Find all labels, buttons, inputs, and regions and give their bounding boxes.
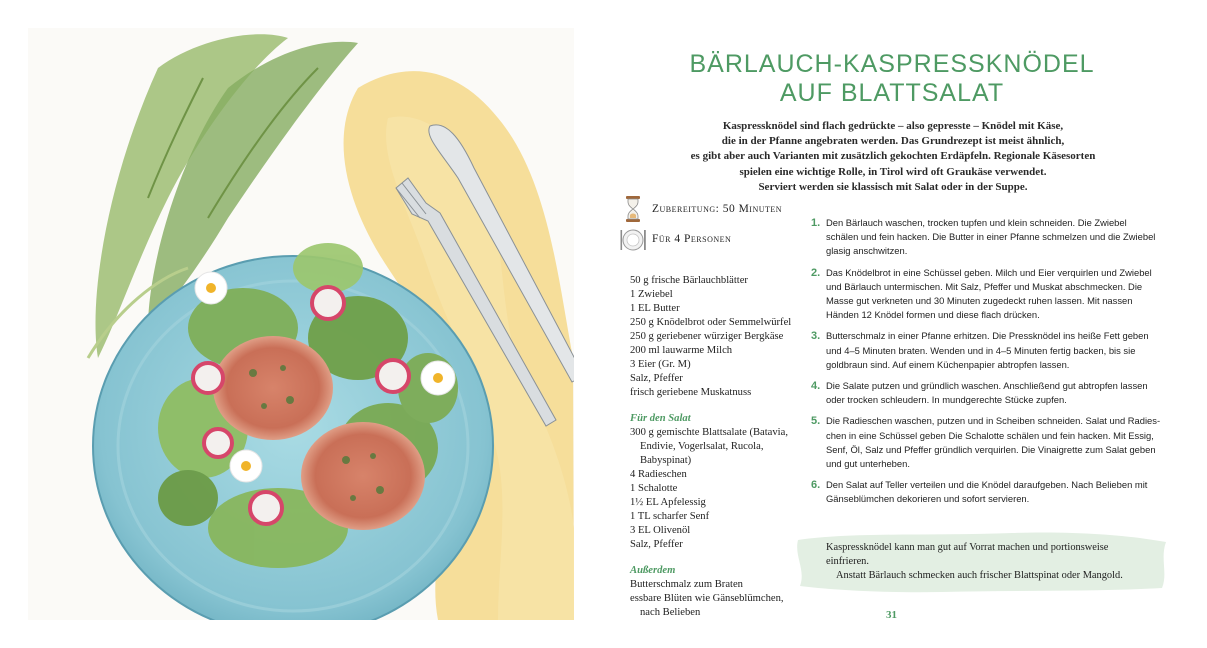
ingredient-line: 1 EL Butter: [630, 303, 680, 314]
intro-line: Serviert werden sie klassisch mit Salat oder in der Suppe.: [758, 180, 1028, 193]
ingredient-line: Endivie, Vogerlsalat, Rucola,: [640, 441, 764, 452]
ingredient-line: nach Belieben: [640, 607, 701, 618]
recipe-title-line: AUF BLATTSALAT: [779, 79, 1005, 107]
recipe-illustration: [28, 28, 574, 620]
note-line: einfrieren.: [826, 556, 869, 567]
ingredient-line: Salz, Pfeffer: [630, 539, 683, 550]
dumpling-shape: [213, 336, 333, 440]
servings-row: [618, 224, 808, 254]
hourglass-icon: [618, 194, 648, 224]
step-text-line: Die Salate putzen und gründlich waschen. Anschließend gut abtropfen lassen: [826, 380, 1148, 392]
step-text-line: oder trocken schleudern. In mundgerechte Stücke zupfen.: [826, 394, 1067, 406]
step-number: 5.: [811, 415, 821, 428]
step-text-line: Das Knödelbrot in eine Schüssel geben. Milch und Eier verquirlen und Zwiebel: [826, 266, 1152, 278]
step-text-line: Senf, Öl, Salz und Pfeffer gründlich verquirlen. Die Vinaigrette zum Salat geben: [826, 443, 1156, 455]
step-text-line: und 4–5 Minuten braten. Wenden und in 4–5 Minuten fertig backen, bis sie: [826, 344, 1136, 356]
ingredient-line: 250 g geriebener würziger Bergkäse: [630, 331, 784, 342]
ingredient-line: 4 Radieschen: [630, 469, 687, 480]
step-text-line: schälen und fein hacken. Die Butter in einer Pfanne schmelzen und die Zwiebel: [826, 231, 1156, 243]
ingredient-line: Butterschmalz zum Braten: [630, 579, 743, 590]
recipe-meta: [618, 194, 808, 254]
step-number: 2.: [811, 266, 821, 279]
ingredient-line: frisch geriebene Muskatnuss: [630, 387, 752, 398]
ingredient-line: 200 ml lauwarme Milch: [630, 345, 733, 356]
recipe-title: [612, 50, 1172, 108]
ingredients-list: [630, 274, 810, 620]
step-text-line: und Bärlauch untermischen. Mit Salz, Pfeffer und Muskat abschmecken. Die: [826, 280, 1143, 292]
step-item: [811, 329, 1161, 372]
step-item: [811, 414, 1161, 471]
step-text-line: Händen 12 Knödel formen und diese flach drücken.: [826, 309, 1040, 321]
intro-line: Kaspressknödel sind flach gedrückte – also gepresste – Knödel mit Käse,: [722, 120, 1064, 132]
step-item: [811, 266, 1161, 323]
recipe-intro: [638, 119, 1148, 195]
preparation-steps: [811, 216, 1161, 514]
plate-icon: [618, 224, 648, 254]
ingredient-line: Babyspinat): [640, 455, 692, 466]
step-text-line: chen in eine Schüssel geben Die Schalotte schälen und fein hacken. Mit Essig,: [826, 429, 1154, 441]
step-number: 3.: [811, 330, 821, 343]
watercolor-dish-image: [28, 28, 574, 620]
step-number: 1.: [811, 217, 821, 229]
ingredient-line: 3 Eier (Gr. M): [630, 359, 691, 370]
dumpling-shape: [301, 422, 425, 530]
step-text-line: Den Salat auf Teller verteilen und die Knödel daraufgeben. Nach Belieben mit: [826, 479, 1148, 491]
ingredient-line: 1½ EL Apfelessig: [630, 497, 706, 508]
ingredient-line: 250 g Knödelbrot oder Semmelwürfel: [630, 317, 792, 328]
step-text-line: Masse gut verkneten und 30 Minuten zugedeckt ruhen lassen. Mit nassen: [826, 295, 1133, 307]
ingredient-line: 1 TL scharfer Senf: [630, 511, 710, 522]
ingredient-line: 1 Schalotte: [630, 483, 678, 494]
servings-text: Für 4 Personen: [652, 233, 732, 245]
ingredients-extra: [630, 578, 810, 620]
step-text-line: goldbraun sind. Auf einem Küchenpapier abtropfen lassen.: [826, 358, 1070, 370]
step-text-line: Gänseblümchen dekorieren und sofort servieren.: [826, 493, 1030, 505]
recipe-title-line: BÄRLAUCH-KASPRESSKNÖDEL: [689, 50, 1095, 78]
intro-line: es gibt aber auch Varianten mit zusätzlich gekochten Erdäpfeln. Regionale Käsesorten: [690, 150, 1096, 163]
step-number: 4.: [811, 380, 821, 393]
ingredient-line: essbare Blüten wie Gänseblümchen,: [630, 593, 784, 604]
step-text-line: und gut unterheben.: [826, 458, 910, 470]
intro-line: spielen eine wichtige Rolle, in Tirol wird oft Graukäse verwendet.: [739, 165, 1047, 178]
salad-heading: Für den Salat: [630, 413, 691, 424]
ingredient-line: 50 g frische Bärlauchblätter: [630, 275, 748, 286]
step-text-line: Butterschmalz in einer Pfanne erhitzen. Die Pressknödel ins heiße Fett geben: [826, 330, 1149, 342]
step-item: [811, 216, 1161, 259]
prep-time-row: [618, 194, 808, 224]
page-number: 31: [886, 609, 897, 621]
step-item: [811, 478, 1161, 506]
prep-time-text: Zubereitung: 50 Minuten: [652, 203, 783, 215]
step-item: [811, 379, 1161, 407]
ingredient-line: 1 Zwiebel: [630, 289, 673, 300]
step-number: 6.: [811, 479, 821, 492]
step-text-line: Den Bärlauch waschen, trocken tupfen und klein schneiden. Die Zwiebel: [826, 217, 1127, 228]
recipe-tip-note: [826, 541, 1156, 583]
step-text-line: Die Radieschen waschen, putzen und in Scheiben schneiden. Salat und Radies-: [826, 415, 1161, 427]
ingredient-line: Salz, Pfeffer: [630, 373, 683, 384]
step-text-line: glasig anschwitzen.: [826, 245, 908, 257]
ingredients-salad: [630, 426, 810, 552]
note-line: Anstatt Bärlauch schmecken auch frischer Blattspinat oder Mangold.: [836, 570, 1123, 581]
ingredient-line: 3 EL Olivenöl: [630, 525, 691, 536]
ingredients-main: [630, 274, 810, 400]
ingredient-line: 300 g gemischte Blattsalate (Batavia,: [630, 427, 788, 438]
intro-line: die in der Pfanne angebraten werden. Das Grundrezept ist meist ähnlich,: [721, 135, 1065, 148]
extra-heading: Außerdem: [630, 565, 676, 576]
note-line: Kaspressknödel kann man gut auf Vorrat machen und portionsweise: [826, 542, 1109, 553]
